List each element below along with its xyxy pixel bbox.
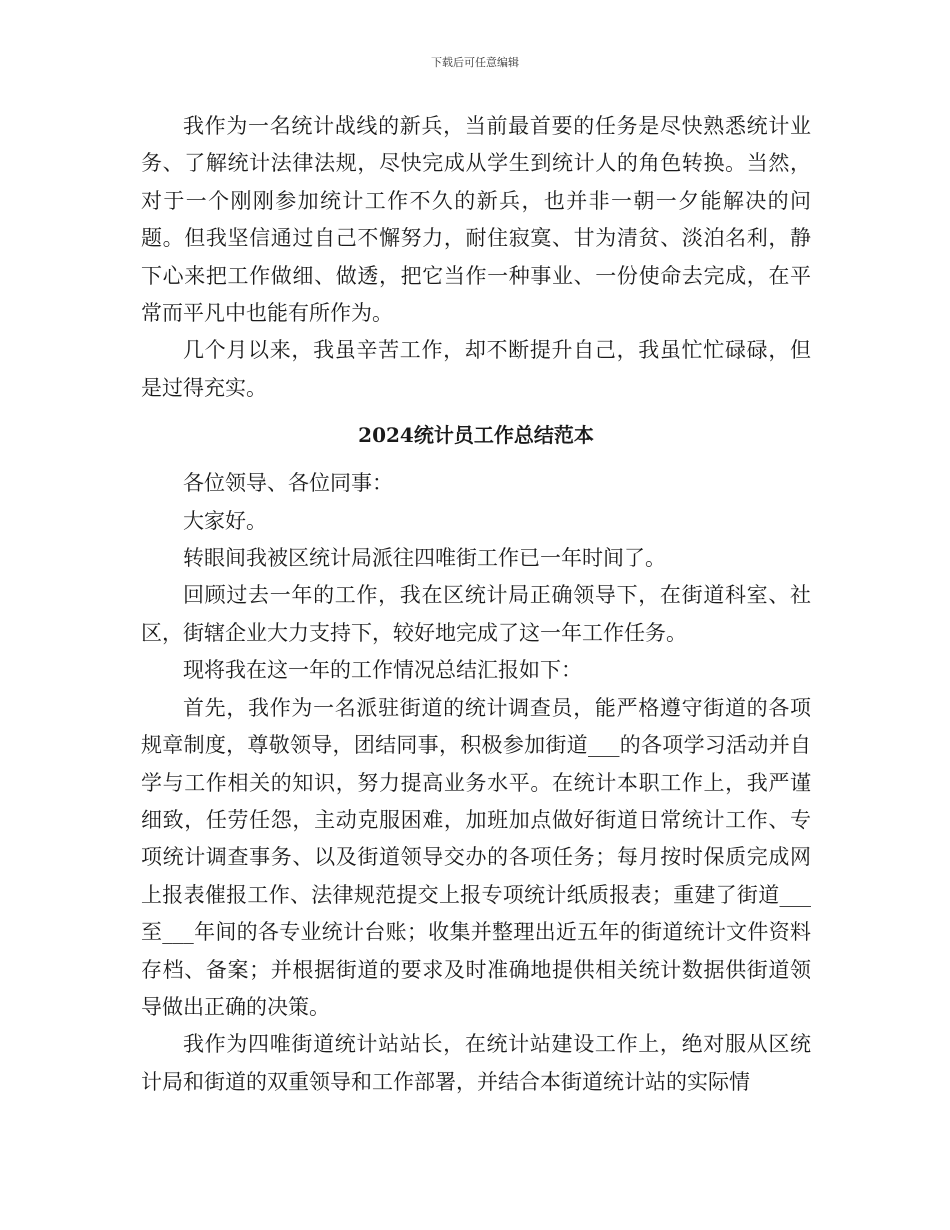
- paragraph: 我作为一名统计战线的新兵，当前最首要的任务是尽快熟悉统计业务、了解统计法律法规，尽快完成从学生到统计人的角色转换。当然，对于一个刚刚参加统计工作不久的新兵，也并非一朝一夕能解决的问题。但我坚信通过自己不懈努力，耐住寂寞、甘为清贫、淡泊名利，静下心来把工作做细、做透，把它当作一种事业、一份使命去完成，在平常而平凡中也能有所作为。: [141, 114, 811, 326]
- paragraph: 回顾过去一年的工作，我在区统计局正确领导下，在街道科室、社区，街辖企业大力支持下，较好地完成了这一年工作任务。: [141, 583, 811, 645]
- paragraph: 我作为四唯街道统计站站长，在统计站建设工作上，绝对服从区统计局和街道的双重领导和工作部署，并结合本街道统计站的实际情: [141, 1032, 811, 1094]
- document-body: [141, 108, 811, 1101]
- salutation: 各位领导、各位同事：: [183, 471, 393, 496]
- paragraph: 转眼间我被区统计局派往四唯街工作已一年时间了。: [183, 546, 666, 571]
- paragraph: 首先，我作为一名派驻街道的统计调查员，能严格遵守街道的各项规章制度，尊敬领导，团结同事，积极参加街道___的各项学习活动并自学与工作相关的知识，努力提高业务水平。在统计本职工作上，我严谨细致，任劳任怨，主动克服困难，加班加点做好街道日常统计工作、专项统计调查事务、以及街道领导交办的各项任务；每月按时保质完成网上报表催报工作、法律规范提交上报专项统计纸质报表；重建了街道___至___年间的各专业统计台账；收集并整理出近五年的街道统计文件资料存档、备案；并根据街道的要求及时准确地提供相关统计数据供街道领导做出正确的决策。: [141, 695, 811, 1019]
- document-title: 2024统计员工作总结范本: [358, 423, 594, 448]
- paragraph: 几个月以来，我虽辛苦工作，却不断提升自己，我虽忙忙碌碌，但是过得充实。: [141, 338, 811, 400]
- greeting: 大家好。: [183, 508, 267, 533]
- paragraph: 现将我在这一年的工作情况总结汇报如下：: [183, 658, 582, 683]
- page-header: 下载后可任意编辑: [431, 56, 519, 69]
